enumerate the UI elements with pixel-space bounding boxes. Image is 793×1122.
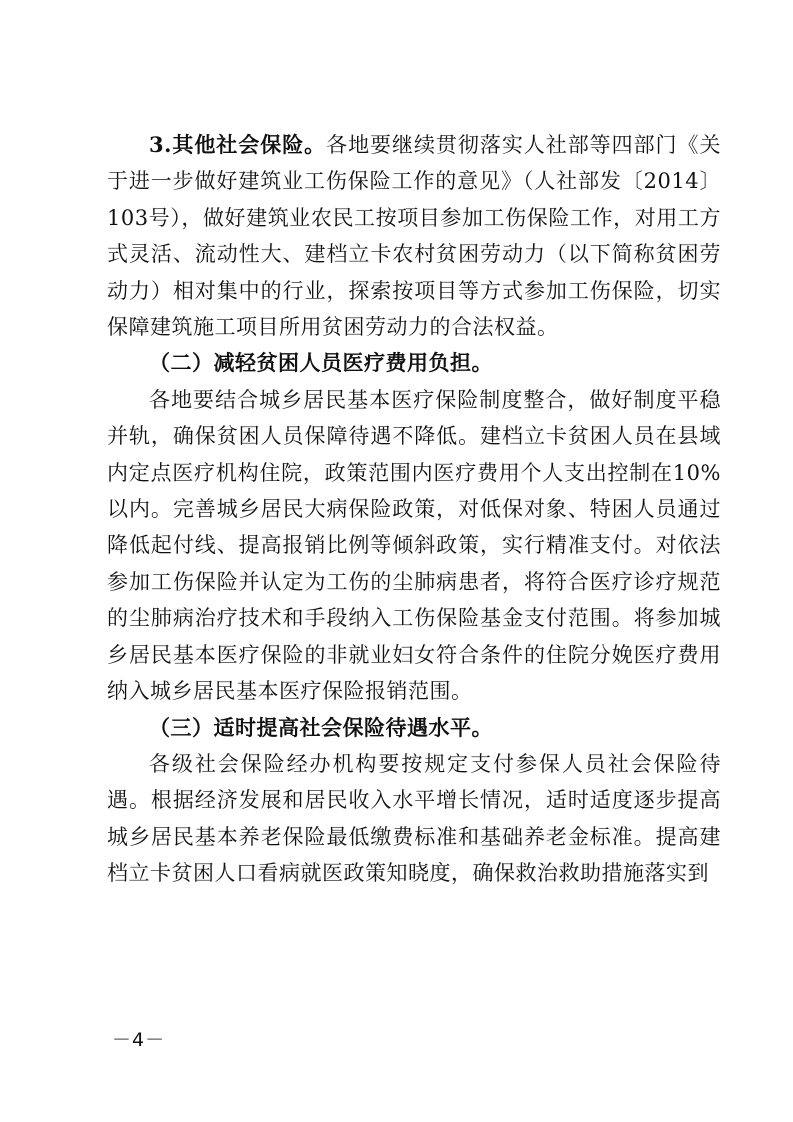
document-body bbox=[107, 127, 721, 892]
section-heading-benefit-level: （三）适时提高社会保险待遇水平。 bbox=[149, 714, 493, 740]
paragraph-benefit-level: 各级社会保险经办机构要按规定支付参保人员社会保险待遇。根据经济发展和居民收入水平增长情况，适时适度逐步提高城乡居民基本养老保险最低缴费标准和基础养老金标准。提高建档立卡贫困人口看病就医政策知晓度，确保救治救助措施落实到 bbox=[107, 751, 721, 886]
page-number: －4－ bbox=[112, 1029, 166, 1051]
paragraph-text: 各地要继续贯彻落实人社部等四部门《关于进一步做好建筑业工伤保险工作的意见》（人社部发〔2014〕103号），做好建筑业农民工按项目参加工伤保险工作，对用工方式灵活、流动性大、建档立卡农村贫困劳动力（以下简称贫困劳动力）相对集中的行业，探索按项目等方式参加工伤保险，切实保障建筑施工项目所用贫困劳动力的合法权益。 bbox=[107, 133, 721, 340]
section-heading-medical-burden: （二）减轻贫困人员医疗费用负担。 bbox=[149, 350, 493, 376]
paragraph-other-social-insurance bbox=[107, 127, 721, 345]
paragraph-lead: 3.其他社会保险。 bbox=[149, 132, 327, 157]
paragraph-medical-burden: 各地要结合城乡居民基本医疗保险制度整合，做好制度平稳并轨，确保贫困人员保障待遇不降低。建档立卡贫困人员在县域内定点医疗机构住院，政策范围内医疗费用个人支出控制在10%以内。完善城乡居民大病保险政策，对低保对象、特困人员通过降低起付线、提高报销比例等倾斜政策，实行精准支付。对依法参加工伤保险并认定为工伤的尘肺病患者，将符合医疗诊疗规范的尘肺病治疗技术和手段纳入工伤保险基金支付范围。将参加城乡居民基本医疗保险的非就业妇女符合条件的住院分娩医疗费用纳入城乡居民基本医疗保险报销范围。 bbox=[107, 387, 721, 704]
